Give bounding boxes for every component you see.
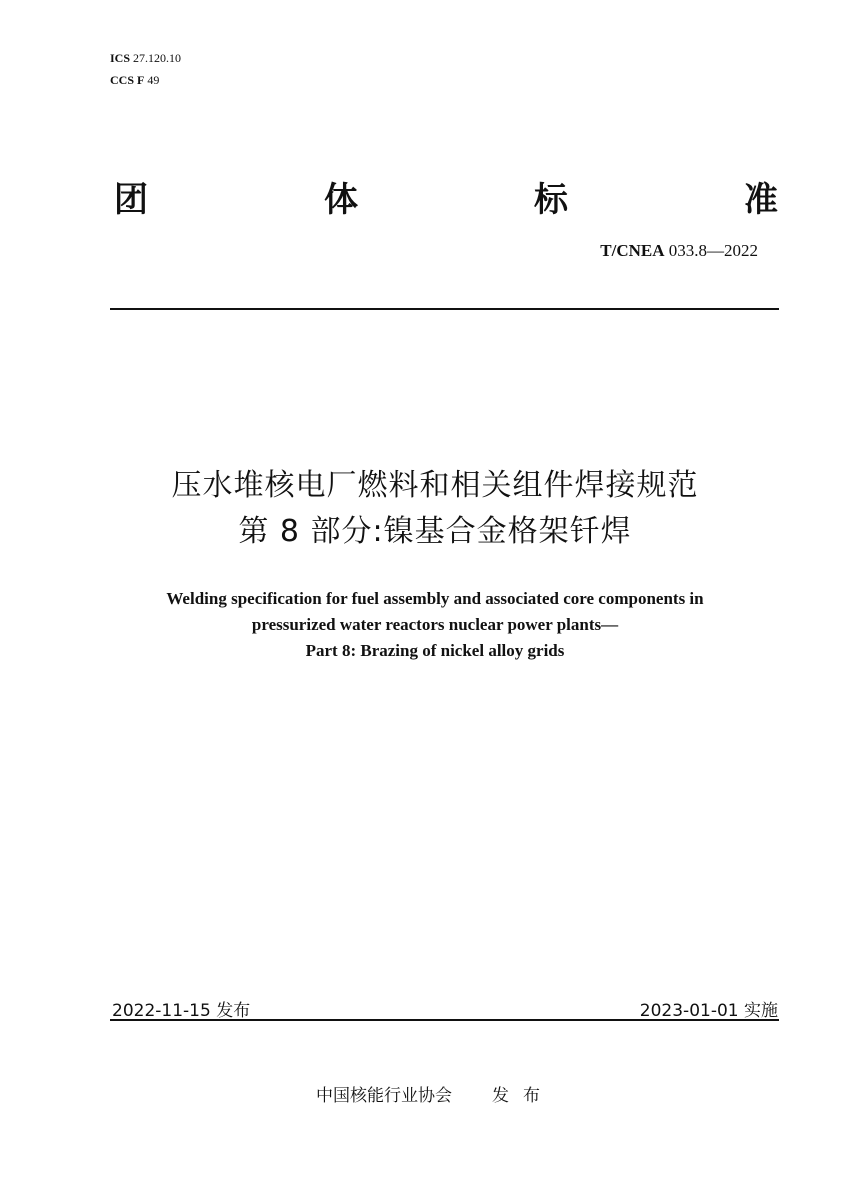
title-chinese-line-2: 第 8 部分:镍基合金格架钎焊 — [238, 514, 632, 549]
publisher-name: 中国核能行业协会 — [316, 1086, 452, 1106]
standard-type-char: 标 — [534, 179, 568, 220]
ics-label: ICS — [110, 51, 131, 65]
standard-number-prefix: T/CNEA — [600, 241, 665, 260]
standard-type-char: 准 — [744, 179, 778, 220]
ccs-label: CCS F — [110, 73, 145, 87]
issue-date: 2022-11-15 发布 — [112, 1001, 251, 1021]
standard-type-char: 团 — [114, 179, 148, 220]
ics-classification — [110, 50, 181, 66]
title-chinese-line-1: 压水堆核电厂燃料和相关组件焊接规范 — [171, 468, 699, 503]
implementation-date: 2023-01-01 实施 — [639, 1001, 778, 1021]
ics-code: 27.120.10 — [133, 51, 182, 65]
standard-type-char: 体 — [324, 179, 358, 220]
title-english-line-2: pressurized water reactors nuclear power plants— — [251, 615, 619, 634]
standard-number — [600, 241, 758, 261]
title-english-line-1: Welding specification for fuel assembly and associated core components in — [166, 589, 704, 608]
title-english — [0, 586, 850, 664]
publisher-line — [0, 1081, 850, 1106]
title-english-line-3: Part 8: Brazing of nickel alloy grids — [305, 641, 565, 660]
ccs-code: 49 — [147, 73, 160, 87]
publisher-action: 发布 — [492, 1086, 554, 1106]
top-divider — [110, 308, 779, 310]
standard-number-value: 033.8—2022 — [668, 241, 758, 260]
bottom-divider — [110, 1019, 779, 1021]
standard-type-heading — [114, 170, 778, 222]
title-chinese — [0, 463, 850, 555]
ccs-classification — [110, 72, 159, 88]
